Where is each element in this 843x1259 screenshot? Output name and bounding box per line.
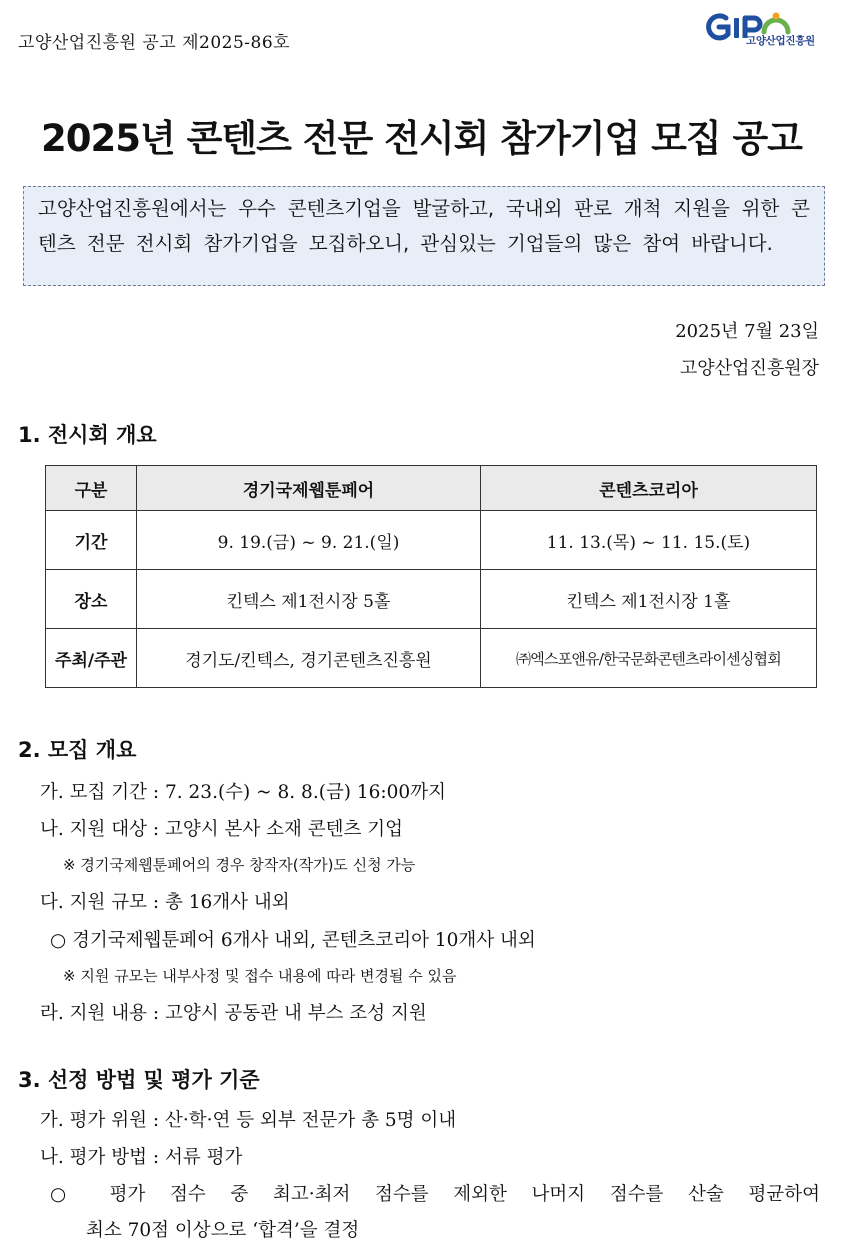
support-scale-detail: ○ 경기국제웹툰페어 6개사 내외, 콘텐츠코리아 10개사 내외: [50, 930, 536, 951]
table-cell: ㈜엑스포앤유/한국문화콘텐츠라이센싱협회: [481, 629, 817, 688]
issuer-name: 고양산업진흥원장: [679, 358, 819, 379]
table-header: 콘텐츠코리아: [481, 466, 817, 511]
table-header-row: [46, 466, 817, 511]
table-row: [46, 629, 817, 688]
recruitment-period: 가. 모집 기간 : 7. 23.(수) ~ 8. 8.(금) 16:00까지: [40, 782, 446, 803]
table-row: [46, 511, 817, 570]
table-cell: 킨텍스 제1전시장 5홀: [137, 570, 481, 629]
table-cell: 킨텍스 제1전시장 1홀: [481, 570, 817, 629]
page-title: 2025년 콘텐츠 전문 전시회 참가기업 모집 공고: [41, 117, 802, 160]
section-heading-overview: 1. 전시회 개요: [18, 423, 157, 447]
support-content: 라. 지원 내용 : 고양시 공동관 내 부스 조성 지원: [40, 1003, 427, 1024]
table-row: [46, 570, 817, 629]
notice-number: 고양산업진흥원 공고 제2025-86호: [18, 33, 291, 53]
note-scale-change: ※ 지원 규모는 내부사정 및 접수 내용에 따라 변경될 수 있음: [63, 967, 457, 985]
logo-org-name: 고양산업진흥원: [746, 35, 815, 47]
evaluation-committee: 가. 평가 위원 : 산·학·연 등 외부 전문가 총 5명 이내: [40, 1110, 457, 1131]
table-cell: 9. 19.(금) ~ 9. 21.(일): [137, 511, 481, 570]
intro-box: 고양산업진흥원에서는 우수 콘텐츠기업을 발굴하고, 국내외 판로 개척 지원을 위한 콘텐츠 전문 전시회 참가기업을 모집하오니, 관심있는 기업들의 많은 참여 바랍니다.: [23, 186, 825, 286]
section-heading-selection: 3. 선정 방법 및 평가 기준: [18, 1068, 260, 1092]
evaluation-rule: ○ 평가 점수 중 최고·최저 점수를 제외한 나머지 점수를 산술 평균하여: [50, 1184, 820, 1205]
note-applicant: ※ 경기국제웹툰페어의 경우 창작자(작가)도 신청 가능: [63, 856, 416, 874]
support-scale: 다. 지원 규모 : 총 16개사 내외: [40, 892, 290, 913]
section-heading-recruitment: 2. 모집 개요: [18, 738, 137, 762]
table-cell: 11. 13.(목) ~ 11. 15.(토): [481, 511, 817, 570]
row-label: 기간: [46, 511, 137, 570]
gipa-logo: [700, 10, 825, 50]
table-header: 구분: [46, 466, 137, 511]
announcement-date: 2025년 7월 23일: [675, 321, 819, 342]
support-target: 나. 지원 대상 : 고양시 본사 소재 콘텐츠 기업: [40, 819, 403, 840]
table-header: 경기국제웹툰페어: [137, 466, 481, 511]
row-label: 주최/주관: [46, 629, 137, 688]
evaluation-method: 나. 평가 방법 : 서류 평가: [40, 1147, 243, 1168]
row-label: 장소: [46, 570, 137, 629]
evaluation-rule-continued: 최소 70점 이상으로 ‘합격’을 결정: [86, 1220, 360, 1241]
table-cell: 경기도/킨텍스, 경기콘텐츠진흥원: [137, 629, 481, 688]
exhibition-overview-table: [45, 465, 817, 688]
